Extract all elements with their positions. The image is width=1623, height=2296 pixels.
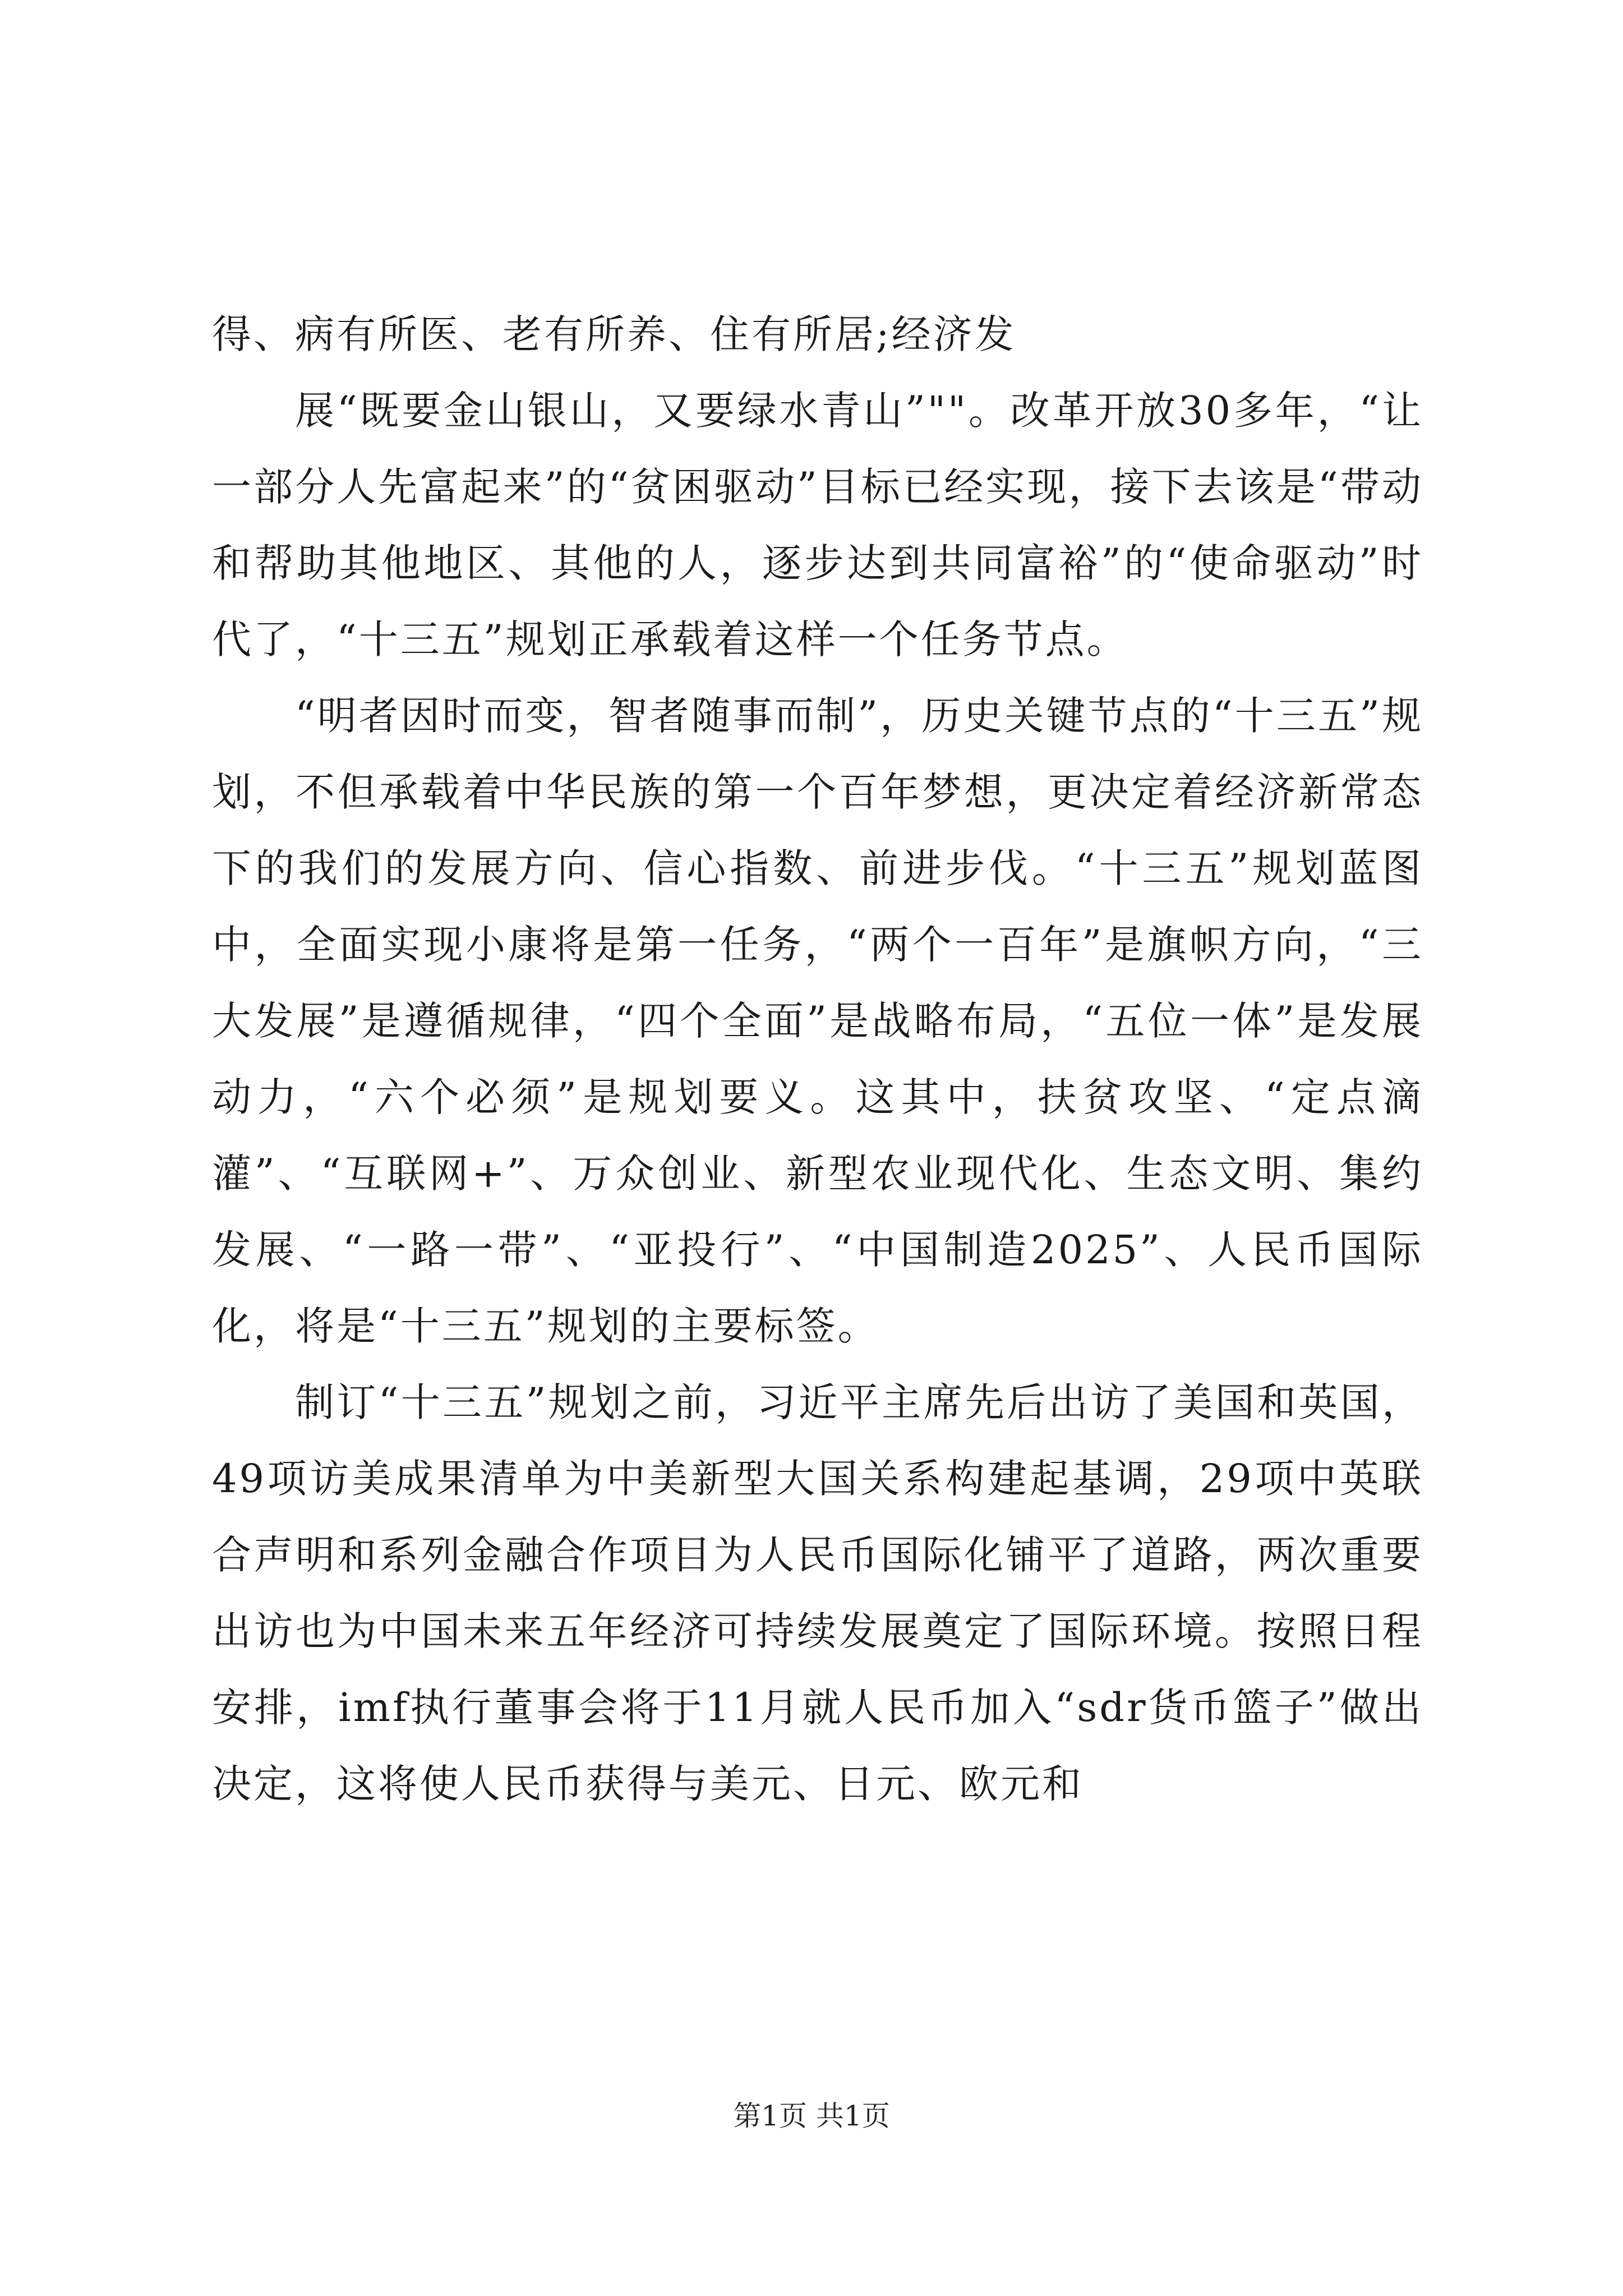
paragraph-plan-blueprint: “明者因时而变，智者随事而制”，历史关键节点的“十三五”规划，不但承载着中华民族的第一个百年梦想，更决定着经济新常态下的我们的发展方向、信心指数、前进步伐。“十三五”规划蓝图中，全面实现小康将是第一任务，“两个一百年”是旗帜方向，“三大发展”是遵循规律，“四个全面”是战略布局，“五位一体”是发展动力，“六个必须”是规划要义。这其中，扶贫攻坚、“定点滴灌”、“互联网+”、万众创业、新型农业现代化、生态文明、集约发展、“一路一带”、“亚投行”、“中国制造2025”、人民币国际化，将是“十三五”规划的主要标签。 (212, 693, 1423, 1349)
paragraph-reform: 展“既要金山银山，又要绿水青山”""。改革开放30多年，“让一部分人先富起来”的“贫困驱动”目标已经实现，接下去该是“带动和帮助其他地区、其他的人，逐步达到共同富裕”的“使命驱动”时代了，“十三五”规划正承载着这样一个任务节点。 (212, 388, 1423, 662)
paragraph-continuation: 得、病有所医、老有所养、住有所居;经济发 (212, 311, 1016, 357)
page-footer: 第1页 共1页 (733, 2100, 890, 2132)
document-body (212, 296, 1423, 1822)
paragraph-diplomacy: 制订“十三五”规划之前，习近平主席先后出访了美国和英国，49项访美成果清单为中美新型大国关系构建起基调，29项中英联合声明和系列金融合作项目为人民币国际化铺平了道路，两次重要出访也为中国未来五年经济可持续发展奠定了国际环境。按照日程安排，imf执行董事会将于11月就人民币加入“sdr货币篮子”做出决定，这将使人民币获得与美元、日元、欧元和 (212, 1379, 1423, 1807)
